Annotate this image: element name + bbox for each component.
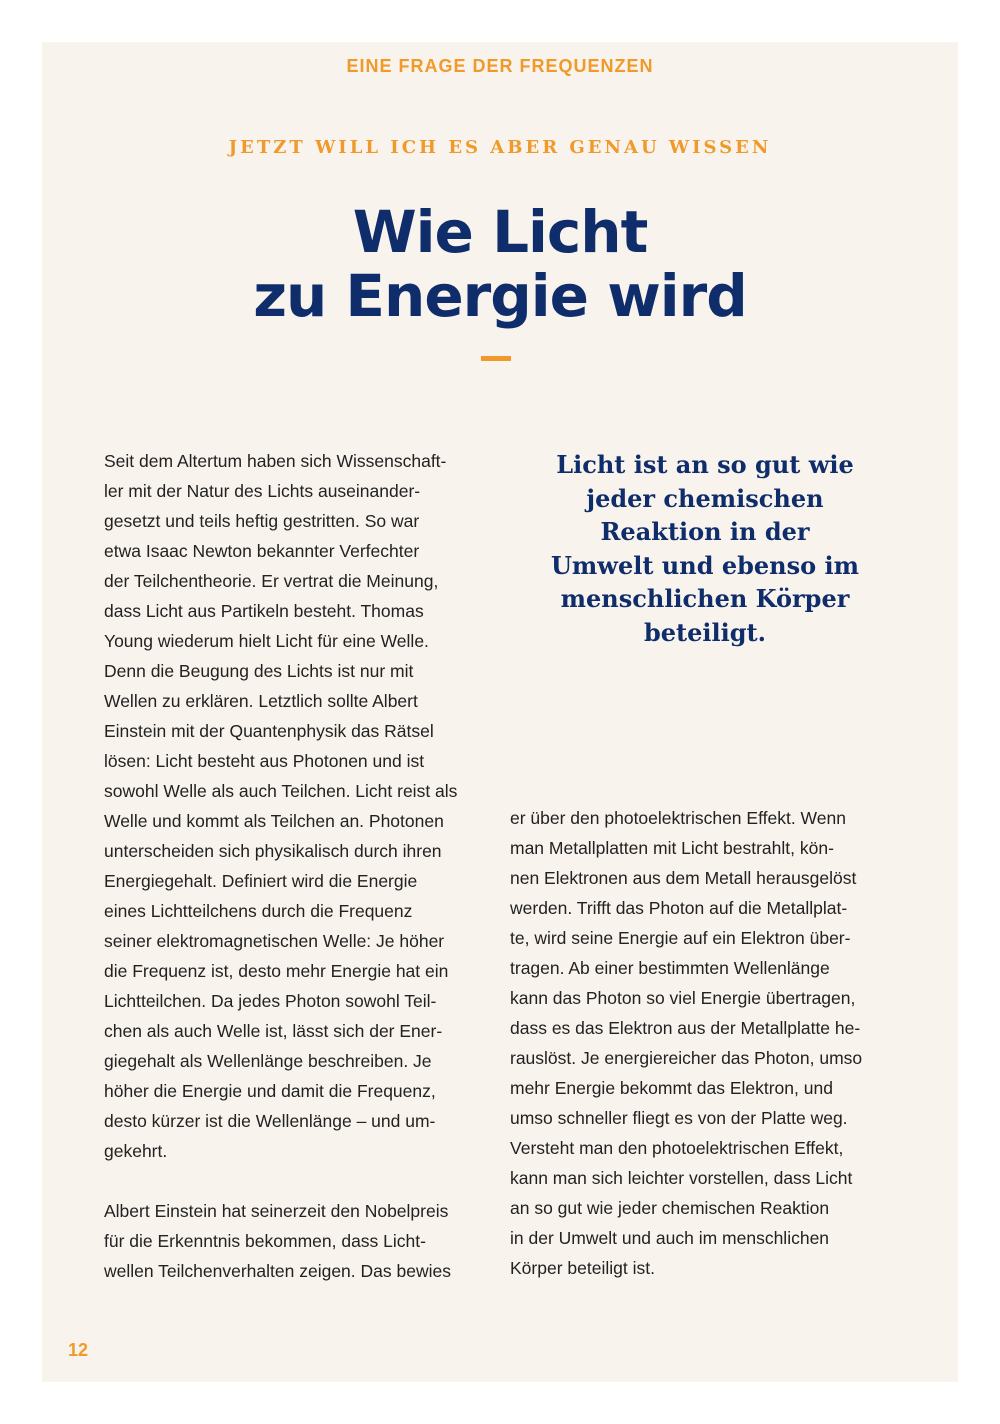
body-text-line: für die Erkenntnis bekommen, dass Licht- bbox=[104, 1231, 426, 1251]
pull-quote-line: Umwelt und ebenso im bbox=[550, 550, 859, 580]
body-text-line: tragen. Ab einer bestimmten Wellenlänge bbox=[510, 958, 830, 978]
body-text-line: ler mit der Natur des Lichts auseinander- bbox=[104, 481, 421, 501]
body-text-line: man Metallplatten mit Licht bestrahlt, kön- bbox=[510, 838, 834, 858]
body-text-line: rauslöst. Je energiereicher das Photon, umso bbox=[510, 1048, 863, 1068]
right-text-column bbox=[510, 803, 900, 1283]
body-text-line: Versteht man den photoelektrischen Effekt, bbox=[510, 1138, 844, 1158]
body-text-line: gekehrt. bbox=[104, 1141, 168, 1161]
body-text-line: chen als auch Welle ist, lässt sich der Ener- bbox=[104, 1021, 443, 1041]
body-text-line: Young wiederum hielt Licht für eine Welle. bbox=[104, 631, 429, 651]
body-text-line: kann das Photon so viel Energie übertragen, bbox=[510, 988, 856, 1008]
body-text-line: dass Licht aus Partikeln besteht. Thomas bbox=[104, 601, 424, 621]
body-text-line: desto kürzer ist die Wellenlänge – und um- bbox=[104, 1111, 436, 1131]
pull-quote-line: jeder chemischen bbox=[586, 483, 824, 513]
pull-quote-line: Reaktion in der bbox=[600, 517, 810, 547]
body-text-line: höher die Energie und damit die Frequenz, bbox=[104, 1081, 436, 1101]
body-text-line: Energiegehalt. Definiert wird die Energie bbox=[104, 871, 418, 891]
section-kicker: JETZT WILL ICH ES ABER GENAU WISSEN bbox=[228, 137, 772, 158]
pull-quote-line: menschlichen Körper bbox=[560, 584, 850, 614]
pull-quote-line: beteiligt. bbox=[644, 617, 766, 647]
body-text-line: Wellen zu erklären. Letztlich sollte Albert bbox=[104, 691, 418, 711]
title-divider bbox=[481, 356, 511, 361]
body-text-line: eines Lichtteilchens durch die Frequenz bbox=[104, 901, 413, 921]
body-text-line: er über den photoelektrischen Effekt. Wenn bbox=[510, 808, 846, 828]
body-text-line: werden. Trifft das Photon auf die Metallplat- bbox=[510, 898, 848, 918]
body-text-line: Denn die Beugung des Lichts ist nur mit bbox=[104, 661, 414, 681]
body-text-line: die Frequenz ist, desto mehr Energie hat ein bbox=[104, 961, 449, 981]
body-text-line: Welle und kommt als Teilchen an. Photonen bbox=[104, 811, 444, 831]
body-text-line: etwa Isaac Newton bekannter Verfechter bbox=[104, 541, 420, 561]
body-text-line: gesetzt und teils heftig gestritten. So war bbox=[104, 511, 420, 531]
paragraph-gap bbox=[104, 1166, 489, 1196]
article-title bbox=[0, 200, 1000, 328]
pull-quote-line: Licht ist an so gut wie bbox=[556, 450, 854, 479]
body-text-line: nen Elektronen aus dem Metall herausgelöst bbox=[510, 868, 857, 888]
body-text-line: Einstein mit der Quantenphysik das Rätsel bbox=[104, 721, 434, 741]
body-text-line: dass es das Elektron aus der Metallplatte he- bbox=[510, 1018, 861, 1038]
body-text-line: lösen: Licht besteht aus Photonen und ist bbox=[104, 751, 425, 771]
running-head: EINE FRAGE DER FREQUENZEN bbox=[346, 56, 654, 76]
body-text-line: Seit dem Altertum haben sich Wissenschaft- bbox=[104, 451, 447, 471]
body-text-line: Albert Einstein hat seinerzeit den Nobelpreis bbox=[104, 1201, 449, 1221]
body-text-line: sowohl Welle als auch Teilchen. Licht reist als bbox=[104, 781, 458, 801]
body-text-line: in der Umwelt und auch im menschlichen bbox=[510, 1228, 830, 1248]
body-text-line: wellen Teilchenverhalten zeigen. Das bewies bbox=[104, 1261, 451, 1281]
body-text-line: umso schneller fliegt es von der Platte weg. bbox=[510, 1108, 848, 1128]
body-text-line: Lichtteilchen. Da jedes Photon sowohl Teil- bbox=[104, 991, 437, 1011]
article-title-line-2: zu Energie wird bbox=[253, 262, 747, 330]
page-number: 12 bbox=[68, 1340, 89, 1360]
body-text-line: kann man sich leichter vorstellen, dass Licht bbox=[510, 1168, 853, 1188]
body-text-line: seiner elektromagnetischen Welle: Je höher bbox=[104, 931, 445, 951]
body-text-line: unterscheiden sich physikalisch durch ihren bbox=[104, 841, 442, 861]
left-text-column bbox=[104, 446, 489, 1286]
body-text-line: der Teilchentheorie. Er vertrat die Meinung, bbox=[104, 571, 439, 591]
body-text-line: te, wird seine Energie auf ein Elektron über- bbox=[510, 928, 851, 948]
body-text-line: Körper beteiligt ist. bbox=[510, 1258, 655, 1278]
body-text-line: giegehalt als Wellenlänge beschreiben. Je bbox=[104, 1051, 432, 1071]
pull-quote bbox=[530, 448, 880, 650]
body-text-line: mehr Energie bekommt das Elektron, und bbox=[510, 1078, 833, 1098]
article-title-line-1: Wie Licht bbox=[352, 198, 648, 266]
body-text-line: an so gut wie jeder chemischen Reaktion bbox=[510, 1198, 830, 1218]
